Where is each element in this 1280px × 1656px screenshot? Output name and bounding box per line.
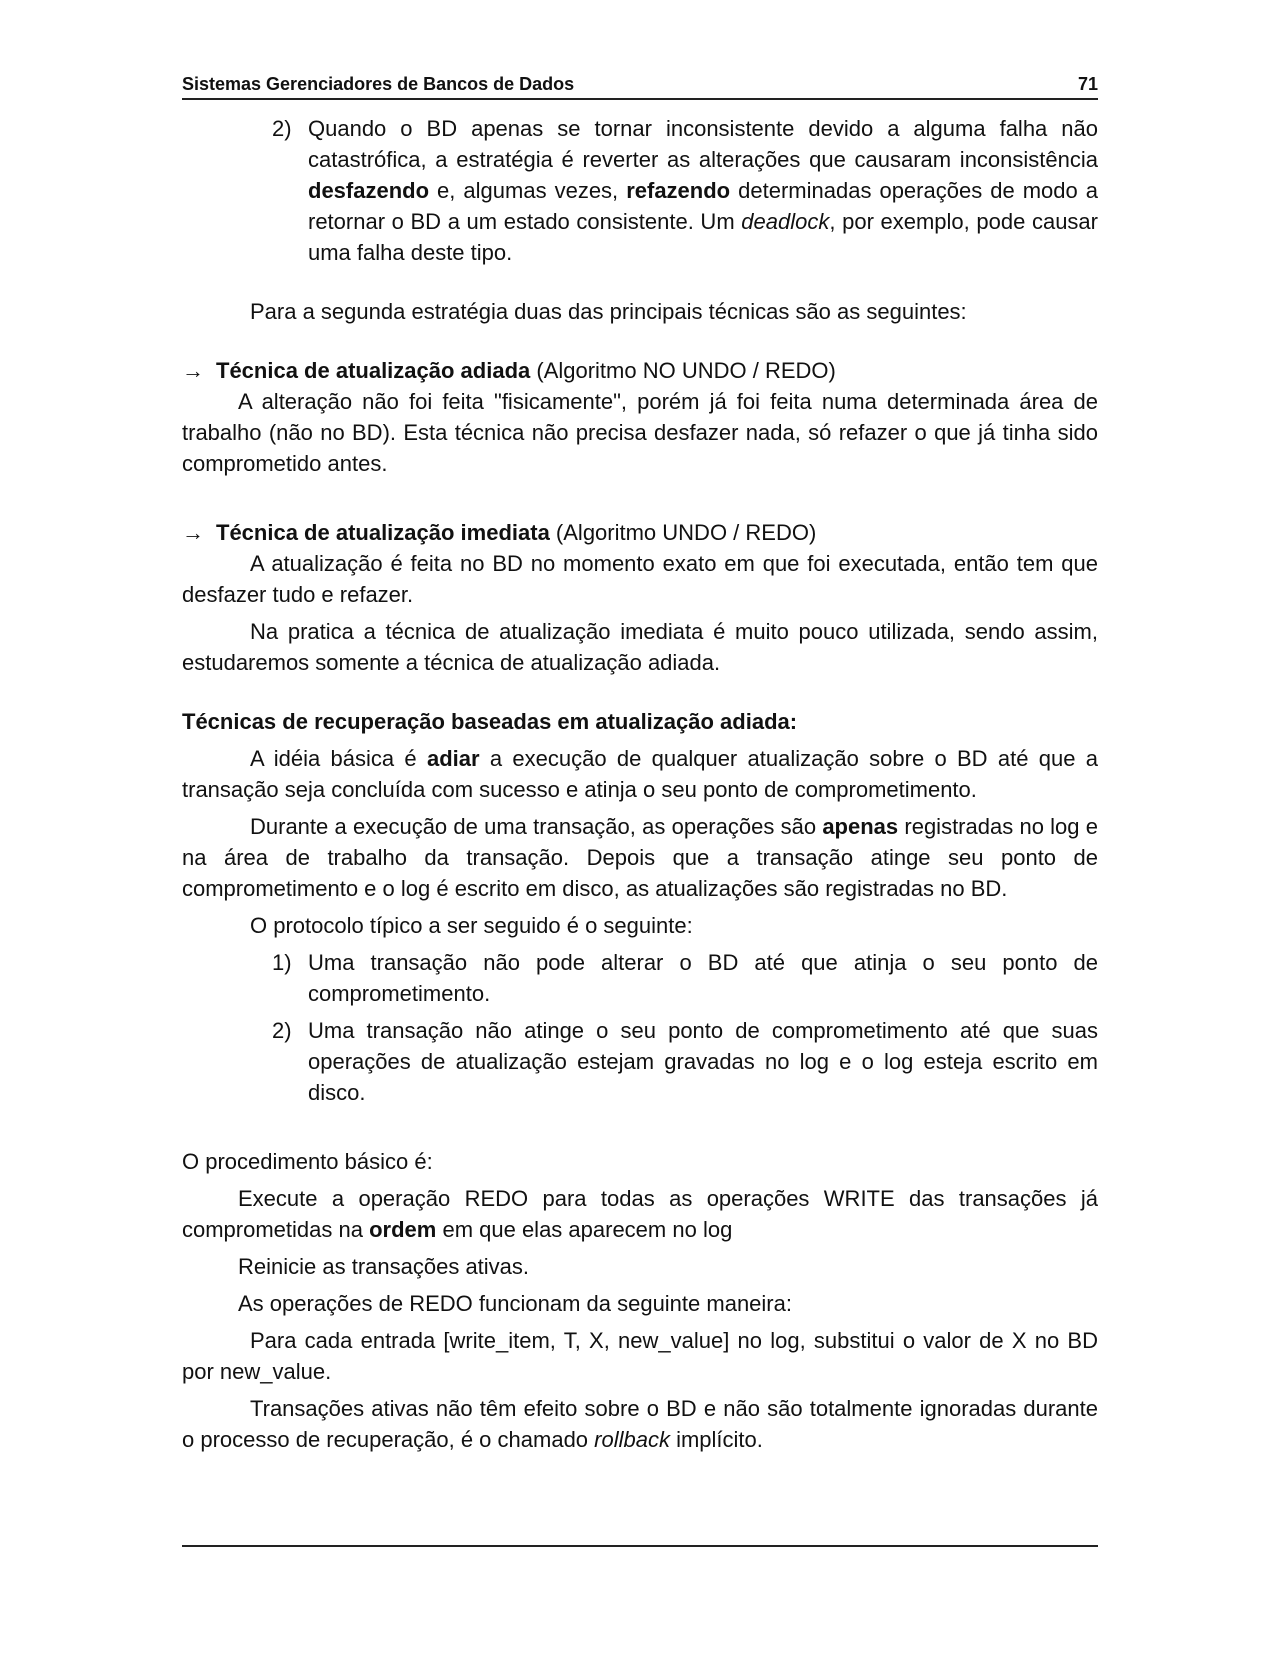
- text-run: , por exemplo, pode causar uma falha deste tipo.: [308, 209, 1098, 265]
- text-run: a execução de qualquer atualização sobre o BD até que a transação seja concluída com sucesso e atinja o seu ponto de comprometimento.: [182, 746, 1098, 802]
- text-run: Execute a operação REDO para todas as operações WRITE das transações já comprometidas na: [182, 1186, 1098, 1242]
- text-run: Quando o BD apenas se tornar inconsistente devido a alguma falha não catastrófica, a estratégia é reverter as alterações que causaram inconsistência: [308, 116, 1098, 172]
- text-run: em que elas aparecem no log: [436, 1217, 733, 1242]
- list-number: 1): [272, 950, 292, 975]
- section-paragraph-2: [182, 811, 1098, 904]
- italic-term: rollback: [594, 1427, 670, 1452]
- intro-paragraph: Para a segunda estratégia duas das principais técnicas são as seguintes:: [250, 299, 967, 324]
- text-run: (Algoritmo UNDO / REDO): [549, 520, 817, 545]
- procedure-paragraph-1: [182, 1183, 1098, 1245]
- header-title: Sistemas Gerenciadores de Bancos de Dados: [182, 74, 575, 94]
- section-paragraph-1: [182, 743, 1098, 805]
- procedure-paragraph-2: Reinicie as transações ativas.: [238, 1254, 530, 1279]
- text-run: registradas no log e na área de trabalho da transação. Depois que a transação atinge seu ponto de comprometimento e o log é escrito em disco, as atualizações são registradas no BD.: [182, 814, 1099, 901]
- page-header: [182, 72, 1098, 100]
- text-run: e, algumas vezes,: [429, 178, 627, 203]
- technique-immediate-note: Na pratica a técnica de atualização imediata é muito pouco utilizada, sendo assim, estudaremos somente a técnica de atualização adiada.: [182, 619, 1098, 675]
- page-number: 71: [1077, 74, 1098, 94]
- procedure-paragraph-3: As operações de REDO funcionam da seguinte maneira:: [238, 1291, 792, 1316]
- text-run: (Algoritmo NO UNDO / REDO): [530, 358, 836, 383]
- bold-term: ordem: [369, 1217, 437, 1242]
- procedure-heading: O procedimento básico é:: [182, 1149, 433, 1174]
- bold-term: Técnica de atualização imediata: [216, 520, 550, 545]
- bold-term: refazendo: [626, 178, 731, 203]
- procedure-paragraph-4: Para cada entrada [write_item, T, X, new_value] no log, substitui o valor de X no BD por new_value.: [182, 1328, 1098, 1384]
- text-run: Durante a execução de uma transação, as operações são: [250, 814, 823, 839]
- section-heading: [182, 706, 1098, 737]
- page-body: [182, 113, 1098, 1455]
- list-number: 2): [272, 1018, 292, 1043]
- procedure-paragraph-5: [182, 1393, 1098, 1455]
- technique-immediate-desc: A atualização é feita no BD no momento exato em que foi executada, então tem que desfazer tudo e refazer.: [182, 551, 1098, 607]
- list-text: Uma transação não atinge o seu ponto de comprometimento até que suas operações de atualização estejam gravadas no log e o log esteja escrito em disco.: [308, 1018, 1098, 1105]
- technique-deferred-desc: A alteração não foi feita "fisicamente", porém já foi feita numa determinada área de trabalho (não no BD). Esta técnica não precisa desfazer nada, só refazer o que já tinha sido comprometido antes.: [182, 389, 1098, 476]
- list-item-failure: [182, 113, 1098, 268]
- protocol-item-1: [182, 947, 1098, 1009]
- protocol-item-2: [182, 1015, 1098, 1108]
- italic-term: deadlock: [741, 209, 830, 234]
- section-paragraph-3: O protocolo típico a ser seguido é o seguinte:: [250, 913, 693, 938]
- list-text: Uma transação não pode alterar o BD até que atinja o seu ponto de comprometimento.: [308, 950, 1098, 1006]
- list-number: 2): [272, 116, 292, 141]
- footer-rule: [182, 1545, 1098, 1547]
- text-run: implícito.: [669, 1427, 763, 1452]
- arrow-icon: →: [182, 358, 204, 383]
- text-run: A idéia básica é: [250, 746, 427, 771]
- section-heading-text: Técnicas de recuperação baseadas em atualização adiada:: [182, 709, 798, 734]
- bold-term: apenas: [822, 814, 899, 839]
- technique-deferred-title: [182, 355, 1098, 386]
- bold-term: adiar: [426, 746, 480, 771]
- bold-term: desfazendo: [308, 178, 430, 203]
- arrow-icon: →: [182, 520, 204, 545]
- bold-term: Técnica de atualização adiada: [216, 358, 531, 383]
- text-run: Transações ativas não têm efeito sobre o BD e não são totalmente ignoradas durante o processo de recuperação, é o chamado: [182, 1396, 1098, 1452]
- technique-immediate-title: [182, 517, 1098, 548]
- text-run: determinadas operações de modo a retornar o BD a um estado consistente. Um: [308, 178, 1098, 234]
